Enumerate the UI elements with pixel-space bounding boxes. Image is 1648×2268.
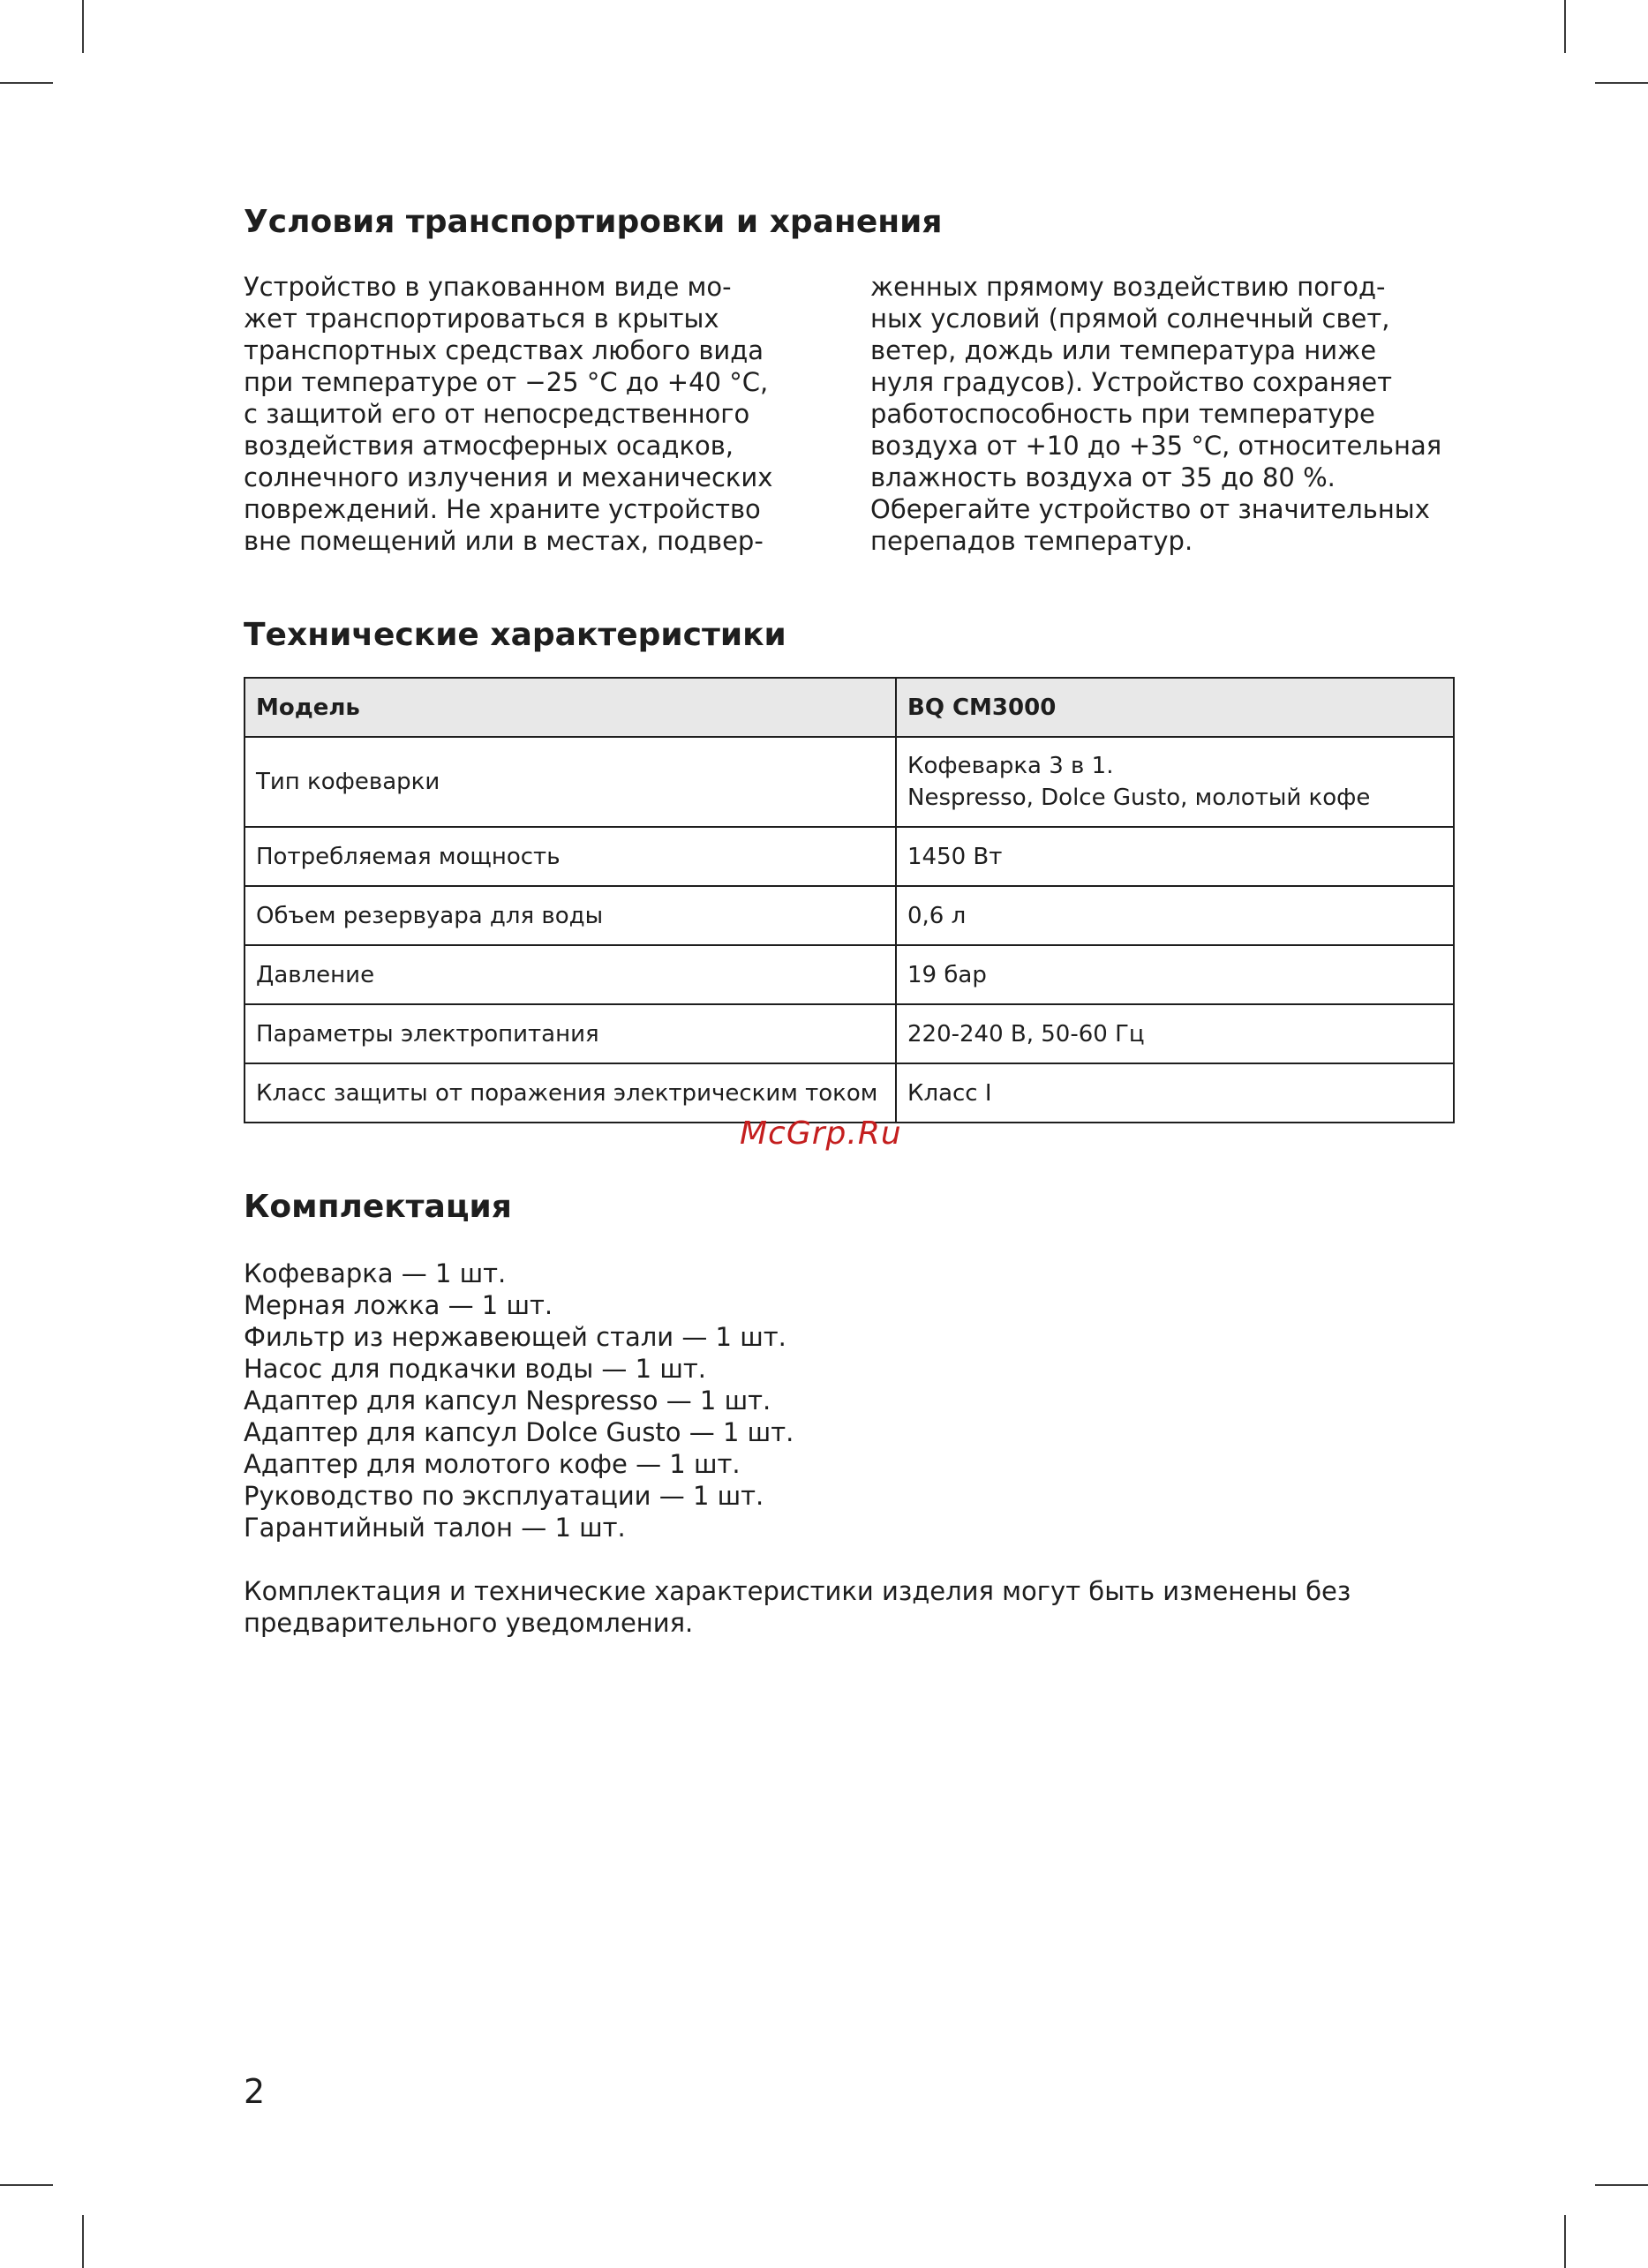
text-line: нуля градусов). Устройство сохраняет (870, 367, 1393, 397)
spec-label: Класс защиты от поражения электрическим током (245, 1063, 896, 1123)
transport-text-right (870, 271, 1442, 557)
crop-mark-right-top (1595, 82, 1648, 84)
spec-label: Давление (245, 945, 896, 1004)
table-row (245, 737, 1454, 827)
kit-heading: Комплектация (244, 1189, 512, 1225)
text-line: работоспособность при температуре (870, 399, 1375, 429)
specs-heading: Технические характеристики (244, 617, 786, 653)
text-line: с защитой его от непосредственного (244, 399, 750, 429)
list-item: Кофеварка — 1 шт. (244, 1258, 507, 1288)
text-line: воздуха от +10 до +35 °C, относительная (870, 431, 1442, 461)
table-row (245, 945, 1454, 1004)
text-line: жет транспортироваться в крытых (244, 304, 719, 334)
text-line: солнечного излучения и механических (244, 462, 773, 492)
watermark: McGrp.Ru (740, 1115, 902, 1152)
text-line: повреждений. Не храните устройство (244, 494, 761, 524)
list-item: Адаптер для молотого кофе — 1 шт. (244, 1449, 741, 1479)
spec-value-line: Кофеварка 3 в 1. (907, 753, 1114, 779)
spec-value-line: Nespresso, Dolce Gusto, молотый кофе (907, 785, 1371, 811)
crop-mark-left-top (0, 82, 53, 84)
note-line: предварительного уведомления. (244, 1608, 694, 1638)
spec-label: Потребляемая мощность (245, 827, 896, 886)
spec-value: Класс I (896, 1063, 1454, 1123)
text-line: Устройство в упакованном виде мо- (244, 272, 732, 302)
spec-label: Объем резервуара для воды (245, 886, 896, 945)
crop-mark-left-bottom (0, 2184, 53, 2186)
crop-mark-bottom-left (82, 2215, 84, 2268)
spec-value: 1450 Вт (896, 827, 1454, 886)
spec-label: Тип кофеварки (245, 737, 896, 827)
table-row (245, 827, 1454, 886)
spec-value: 19 бар (896, 945, 1454, 1004)
note-line: Комплектация и технические характеристики изделия могут быть изменены без (244, 1576, 1351, 1606)
table-row (245, 1063, 1454, 1123)
text-line: женных прямому воздействию погод- (870, 272, 1386, 302)
list-item: Гарантийный талон — 1 шт. (244, 1513, 626, 1543)
crop-mark-top-right (1564, 0, 1566, 53)
list-item: Насос для подкачки воды — 1 шт. (244, 1354, 706, 1384)
table-row (245, 1004, 1454, 1063)
page-number: 2 (244, 2072, 266, 2111)
transport-heading: Условия транспортировки и хранения (244, 204, 943, 240)
text-line: перепадов температур. (870, 526, 1193, 556)
kit-list (244, 1258, 794, 1543)
list-item: Руководство по эксплуатации — 1 шт. (244, 1481, 764, 1511)
header-label-cell: Модель (245, 678, 896, 737)
crop-mark-right-bottom (1595, 2184, 1648, 2186)
list-item: Фильтр из нержавеющей стали — 1 шт. (244, 1322, 786, 1352)
list-item: Адаптер для капсул Nespresso — 1 шт. (244, 1386, 771, 1416)
specs-table (244, 677, 1455, 1123)
table-row (245, 886, 1454, 945)
text-line: ветер, дождь или температура ниже (870, 335, 1377, 365)
spec-label: Параметры электропитания (245, 1004, 896, 1063)
crop-mark-top-left (82, 0, 84, 53)
list-item: Мерная ложка — 1 шт. (244, 1290, 553, 1320)
text-line: ных условий (прямой солнечный свет, (870, 304, 1390, 334)
text-line: при температуре от −25 °C до +40 °C, (244, 367, 769, 397)
list-item: Адаптер для капсул Dolce Gusto — 1 шт. (244, 1417, 794, 1447)
disclaimer-note (244, 1575, 1462, 1639)
text-line: транспортных средствах любого вида (244, 335, 764, 365)
table-header-row (245, 678, 1454, 737)
text-line: вне помещений или в местах, подвер- (244, 526, 764, 556)
spec-value: 0,6 л (896, 886, 1454, 945)
spec-value (896, 737, 1454, 827)
transport-text-left (244, 271, 809, 557)
text-line: воздействия атмосферных осадков, (244, 431, 734, 461)
header-value-cell: BQ CM3000 (896, 678, 1454, 737)
text-line: Оберегайте устройство от значительных (870, 494, 1430, 524)
crop-mark-bottom-right (1564, 2215, 1566, 2268)
spec-value: 220-240 В, 50-60 Гц (896, 1004, 1454, 1063)
text-line: влажность воздуха от 35 до 80 %. (870, 462, 1336, 492)
